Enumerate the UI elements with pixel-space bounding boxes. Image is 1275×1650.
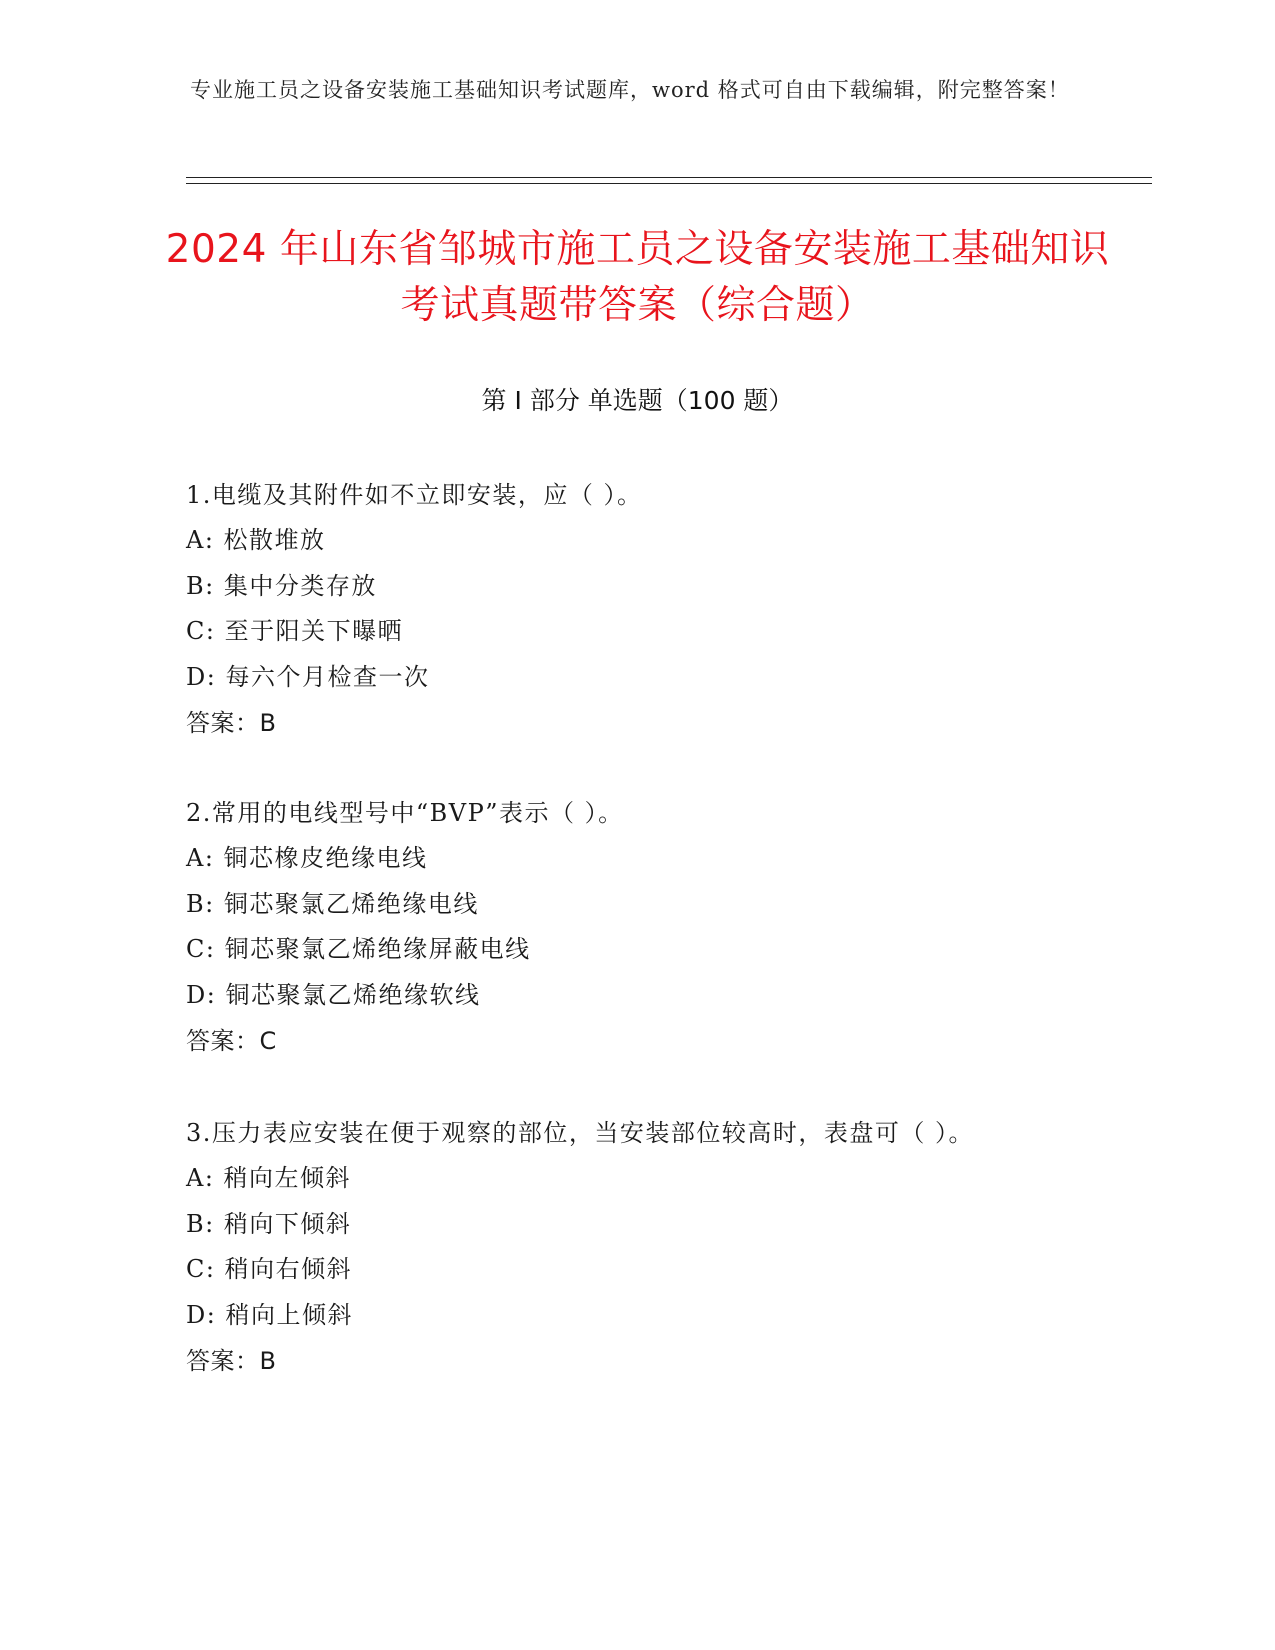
- header-rule-top: [186, 177, 1152, 178]
- option-d: D: 稍向上倾斜: [186, 1300, 353, 1329]
- answer: 答案：B: [186, 709, 277, 737]
- option-b: B: 稍向下倾斜: [186, 1209, 352, 1238]
- header-rule-bottom: [186, 183, 1152, 184]
- header-note: 专业施工员之设备安装施工基础知识考试题库，word 格式可自由下载编辑，附完整答案！: [190, 78, 1070, 102]
- option-c: C: 至于阳关下曝晒: [186, 617, 404, 645]
- option-d: D: 铜芯聚氯乙烯绝缘软线: [186, 980, 481, 1009]
- question-block: [186, 790, 1076, 1064]
- document-title: 2024 年山东省邹城市施工员之设备安装施工基础知识考试真题带答案（综合题）: [165, 227, 1110, 328]
- question-stem: 1.电缆及其附件如不立即安装，应（ ）。: [186, 481, 643, 509]
- section-heading: 第 I 部分 单选题（100 题）: [481, 386, 794, 415]
- option-b: B: 集中分类存放: [186, 571, 377, 600]
- answer: 答案：C: [186, 1027, 277, 1055]
- option-c: C: 稍向右倾斜: [186, 1255, 353, 1283]
- option-b: B: 铜芯聚氯乙烯绝缘电线: [186, 889, 479, 918]
- option-a: A: 铜芯橡皮绝缘电线: [186, 844, 428, 872]
- question-stem: 3.压力表应安装在便于观察的部位，当安装部位较高时，表盘可（ ）。: [186, 1119, 975, 1147]
- option-a: A: 松散堆放: [186, 526, 326, 554]
- question-stem: 2.常用的电线型号中“BVP”表示（ ）。: [186, 799, 624, 827]
- question-block: [186, 1110, 1076, 1384]
- option-c: C: 铜芯聚氯乙烯绝缘屏蔽电线: [186, 935, 531, 963]
- question-block: [186, 472, 1076, 746]
- option-a: A: 稍向左倾斜: [186, 1164, 352, 1192]
- option-d: D: 每六个月检查一次: [186, 662, 430, 691]
- answer: 答案：B: [186, 1347, 277, 1375]
